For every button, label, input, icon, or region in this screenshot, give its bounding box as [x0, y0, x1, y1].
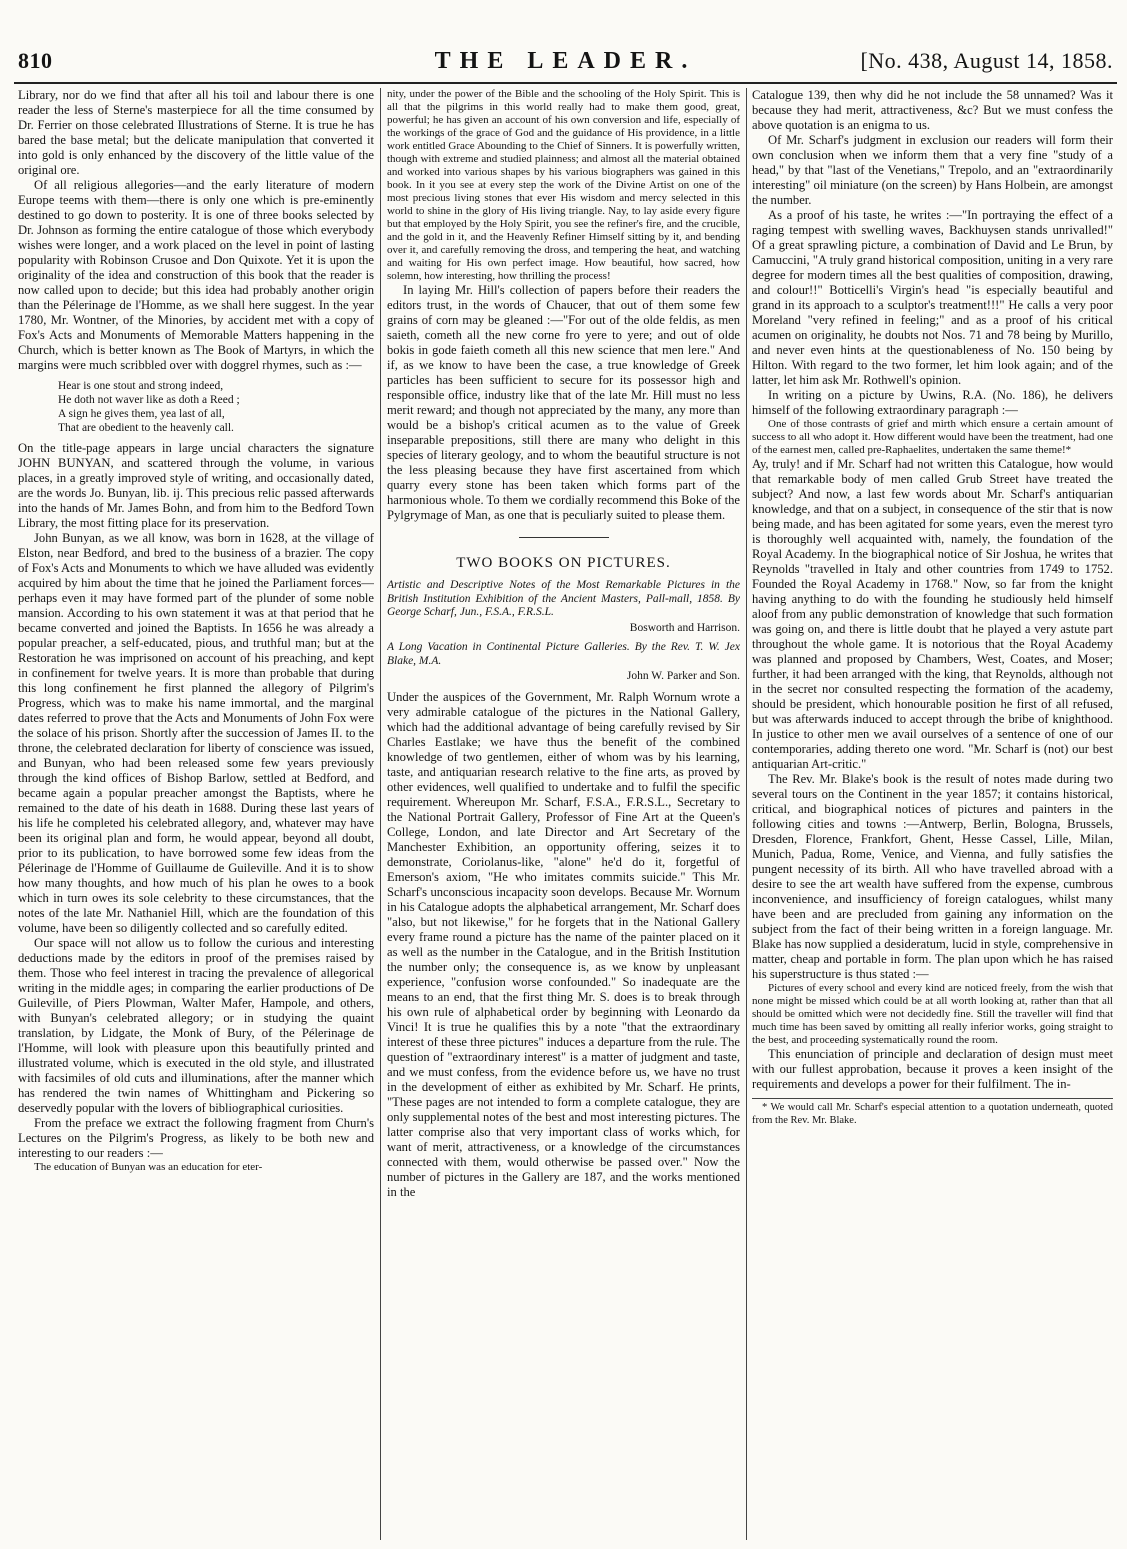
- section-separator: [519, 537, 609, 538]
- paragraph: This enunciation of principle and declaration of design must meet with our fullest approbation, because it proves a keen insight of the requirements and develops a power for their fulfilment. The in-: [752, 1047, 1113, 1091]
- issue-date: [No. 438, August 14, 1858.: [860, 48, 1113, 73]
- paragraph: On the title-page appears in large uncial characters the signature JOHN BUNYAN, and scattered through the volume, in various places, in a greatly improved style of writing, and occasionally dated, are the words Jo. Bunyan, lib. ij. This precious relic passed afterwards into the hands of Mr. James Bohn, and from him to the Bedford Town Library, the most fitting place for its preservation.: [18, 441, 374, 530]
- verse-line: A sign he gives them, yea last of all,: [58, 408, 225, 420]
- verse-line: Hear is one stout and strong indeed,: [58, 380, 224, 392]
- paragraph: As a proof of his taste, he writes :—"In portraying the effect of a raging tempest with swelling waves, Backhuysen stands unrivalled!" Of a great sprawling picture, a combination of David and Le Brun, by Camuccini, "A truly grand historical composition, uniting in a very rare degree for modern times all the best qualities of composition, drawing, and colour!!" Botticelli's Virgin's head "is especially beautiful and grand in its approach to a sculptor's treatment!!!" He calls a very poor Moreland "very refined in feeling;" and as a proof of his critical acumen on originality, he doubts not Nos. 71 and 78 being by Murillo, and never even hints at the questionableness of No. 150 being by Hilton. With regard to the two former, let him look again; and of the latter, let him ask Mr. Rothwell's opinion.: [752, 208, 1113, 387]
- paragraph: Ay, truly! and if Mr. Scharf had not written this Catalogue, how would that remarkable body of men called Grub Street have treated the subject? And now, a last few words about Mr. Scharf's antiquarian knowledge, and that on a subject, in consequence of the stir that is now being made, and has been agitated for some years, even the merest tyro is thoroughly well acquainted with, namely, the foundation of the Royal Academy. In the biographical notice of Sir Joshua, he writes that Reynolds "travelled in Italy and other countries from 1749 to 1752. Founded the Royal Academy in 1768." Now, so far from the knight having anything to do with the founding he studiously held himself aloof from any public demonstration of knowledge that such formation was going on, and there is little doubt that he played a very astute part throughout the whole game. It is notorious that the Royal Academy was planned and proposed by Chambers, West, Coates, and Moser; further, it had been arranged with the king, that Reynolds, although not in the secret nor consulted respecting the formation of the academy, should be president, which honourable position he first of all refused, but was afterwards induced to accept through the bribe of knighthood. In justice to other men we avail ourselves of a sentence of one of our contemporaries, adding thereto one word. "Mr. Scharf is (not) our best antiquarian Art-critic.": [752, 457, 1113, 771]
- book-citation: A Long Vacation in Continental Picture Galleries. By the Rev. T. W. Jex Blake, M.A.: [387, 641, 740, 667]
- paragraph: Catalogue 139, then why did he not include the 58 unnamed? Was it because they had merit, attractiveness, &c? But we must confess the above quotation is an enigma to us.: [752, 88, 1113, 132]
- quotation: nity, under the power of the Bible and the schooling of the Holy Spirit. This is all that the pilgrims in this world really had to make them good, great, powerful; he has given an account of his own conversion and life, especially of the workings of the grace of God and the guidance of His providence, in a little work entitled Grace Abounding to the Chief of Sinners. It is powerfully written, though with extreme and studied plainness; and almost all the material obtained and worked into various shapes by his various biographers was gained in this book. In it you see at every step the work of the Divine Artist on one of the most precious living stones that ever His wisdom and mercy selected in this world to shine in the glory of His living triangle. Nay, to lay aside every figure but that employed by the Holy Spirit, you see the refiner's fire, and the crucible, and the gold in it, and the Heavenly Refiner Himself sitting by it, and bending over it, and carefully removing the dross, and tempering the heat, and watching and waiting for His own perfect image. How beautiful, how sacred, how solemn, how interesting, how thrilling the process!: [387, 88, 740, 282]
- page-number: 810: [18, 48, 53, 73]
- paragraph: In laying Mr. Hill's collection of papers before their readers the editors trust, in the words of Chaucer, that out of them some few grains of corn may be gleaned :—"For out of the olde feldis, as men saieth, cometh all the new corne fro yere to yere; and out of olde bokis in gode faieth cometh all this new science that men lere." And if, as we know to have been the case, a true knowledge of Greek particles has been sufficient to secure for its possessor high and responsible office, industry like that of the late Mr. Hill must no less merit reward; and though not appreciated by the many, any more than would be a bishop's critical acumen as to the value of Greek inseparable prepositions, still there are many who delight in this species of literary geology, and to whom the beautiful structure is not the less pleasing because they have first ascertained from which quarry every stone has been taken which forms part of the harmonious whole. To them we cordially recommend this Boke of the Pylgrymage of Man, as one that is peculiarly suited to please them.: [387, 283, 740, 522]
- section-heading: TWO BOOKS ON PICTURES.: [456, 555, 671, 571]
- paragraph: Library, nor do we find that after all his toil and labour there is one reader the less of Sterne's masterpiece for all the time consumed by Dr. Ferrier on those celebrated Illustrations of Sterne. It is true he has bared the base metal; but the delicate manipulation that converted it into gold is only enhanced by the discovery of the little value of the original ore.: [18, 88, 374, 177]
- column-3: [752, 88, 1113, 1540]
- verse-line: That are obedient to the heavenly call.: [58, 422, 234, 434]
- column-1: [18, 88, 374, 1540]
- book-citation: Artistic and Descriptive Notes of the Most Remarkable Pictures in the British Institution Exhibition of the Ancient Masters, Pall-mall, 1858. By George Scharf, Jun., F.S.A., F.R.S.L.: [387, 579, 740, 618]
- column-divider: [746, 88, 747, 1540]
- masthead-title: THE LEADER.: [434, 48, 697, 74]
- column-divider: [380, 88, 381, 1540]
- publisher: John W. Parker and Son.: [626, 670, 740, 682]
- header-rule: [14, 82, 1117, 84]
- paragraph: Of Mr. Scharf's judgment in exclusion our readers will form their own conclusion when we inform them that a very fine "study of a head," by that "last of the Venetians," Trepolo, and an "extraordinarily interesting" oil miniature (on the screen) by Hans Holbein, are amongst the number.: [752, 133, 1113, 207]
- paragraph: The Rev. Mr. Blake's book is the result of notes made during two several tours on the Continent in the year 1857; it contains historical, critical, and biographical notices of pictures and painters in the following cities and towns :—Antwerp, Berlin, Bologna, Brussels, Dresden, Florence, Frankfort, Ghent, Hesse Cassel, Lille, Milan, Munich, Padua, Rome, Venice, and Vienna, and fully satisfies the pungent necessity of its birth. All who have travelled abroad with a desire to see the art wealth have suffered from the expense, cumbrous inconvenience, and insufficiency of foreign catalogues, whilst many have been and are precluded from gaining any information on the subject from the fact of their being written in a foreign language. Mr. Blake has now supplied a desideratum, lucid in style, comprehensive in matter, cheap and portable in form. The plan upon which he has raised his superstructure is thus stated :—: [752, 772, 1113, 981]
- paragraph: From the preface we extract the following fragment from Churn's Lectures on the Pilgrim's Progress, as likely to be both new and interesting to our readers :—: [18, 1116, 374, 1160]
- publisher: Bosworth and Harrison.: [629, 621, 740, 634]
- verse-block: [58, 379, 374, 435]
- verse-line: He doth not waver like as doth a Reed ;: [58, 394, 240, 406]
- paragraph: Our space will not allow us to follow the curious and interesting deductions made by the editors in proof of the premises raised by them. Those who feel interest in tracing the prevalence of allegorical writing in the middle ages; in comparing the earlier productions of De Guileville, of Piers Plowman, Walter Mafer, Hampole, and others, with Bunyan's celebrated allegory; or in studying the quaint translation, by Lidgate, the Monk of Bury, of the Pélerinage de l'Homme, will look with pleasure upon this beautifully printed and illustrated volume, which is executed in the old style, and illustrated with facsimiles of old cuts and illuminations, after the manner which has rendered the twin names of Whittingham and Pickering so deservedly popular with the lovers of bibliographical curiosities.: [18, 936, 374, 1115]
- quotation: Pictures of every school and every kind are noticed freely, from the wish that none might be missed which could be at all worth looking at, rather than that all should be omitted which were not decidedly fine. Still the traveller will find that much time has been saved by omitting all really inferior works, going straight to the best, and proceeding systematically round the room.: [752, 982, 1113, 1046]
- paragraph: In writing on a picture by Uwins, R.A. (No. 186), he delivers himself of the following extraordinary paragraph :—: [752, 388, 1113, 417]
- paragraph: Of all religious allegories—and the early literature of modern Europe teems with them—there is only one which is pre-eminently destined to go down to posterity. It is one of three books selected by Dr. Johnson as forming the entire catalogue of those which everybody wishes were longer, and a work placed on the level in point of lasting popularity with Robinson Crusoe and Don Quixote. Yet it is upon the originality of the idea and construction of this book that the reader is now called upon to decide; but this idea had probably another origin than the Pélerinage de l'Homme, as we shall here suggest. In the year 1780, Mr. Wontner, of the Minories, by accident met with a copy of Fox's Acts and Monuments of Memorable Matters happening in the Church, which is better known as The Book of Martyrs, in which the margins were much scribbled over with doggrel rhymes, such as :—: [18, 178, 374, 372]
- footnote: * We would call Mr. Scharf's especial attention to a quotation underneath, quoted from the Rev. Mr. Blake.: [752, 1098, 1113, 1127]
- quotation: The education of Bunyan was an education for eter-: [34, 1161, 263, 1173]
- quotation: One of those contrasts of grief and mirth which ensure a certain amount of success to all who adopt it. How different would have been the treatment, had one of the earnest men, called pre-Raphaelites, undertaken the same theme!*: [752, 418, 1113, 456]
- page-header: [14, 48, 1117, 78]
- column-2: [387, 88, 740, 1540]
- paragraph: Under the auspices of the Government, Mr. Ralph Wornum wrote a very admirable catalogue of the pictures in the National Gallery, which had the additional advantage of being carefully revised by Sir Charles Eastlake; we have thus the benefit of the combined knowledge of two gentlemen, either of whom was by his learning, taste, and antiquarian research relative to the fine arts, as proved by other evidences, well qualified to undertake and to fulfil the specific requirement. Whereupon Mr. Scharf, F.S.A., F.R.S.L., Secretary to the National Portrait Gallery, Professor of Fine Art at the Queen's College, London, and late Director and Art Secretary of the Manchester Exhibition, an opportunity offering, seizes it to demonstrate, Coriolanus-like, "alone" he'd do it, forgetful of Emerson's axiom, "He who imitates commits suicide." This Mr. Scharf's unconscious incapacity soon develops. Because Mr. Wornum in his Catalogue adopts the alphabetical arrangement, Mr. Scharf does "also, but not likewise," for he forgets that in the National Gallery every frame round a picture has the name of the painter placed on it as well as the number in the Catalogue, and in the British Institution the number only; the consequence is, as we know by unpleasant experience, "confusion worse confounded." So inadequate are the means to an end, that the first thing Mr. S. does is to break through his own rule of alphabetical order by beginning with Leonardo da Vinci! It is true he qualifies this by a note "that the extraordinary interest of these three pictures" induces a departure from the rule. The question of "extraordinary interest" is a matter of judgment and taste, and we must confess, from the evidence before us, we have no trust in the development of either as exhibited by Mr. Scharf. He prints, "These pages are not intended to form a complete catalogue, they are only supplemental notes of the best and most interesting pictures. The latter comprise also that very important class of works which, for want of merit, attractiveness, or a knowledge of the circumstances connected with them, would otherwise be passed over." Now the number of pictures in the Gallery are 187, and the works mentioned in the: [387, 689, 740, 1199]
- paragraph: John Bunyan, as we all know, was born in 1628, at the village of Elston, near Bedford, and bred to the business of a brazier. The copy of Fox's Acts and Monuments to which we have alluded was evidently acquired by him about the time that he joined the Parliament forces—perhaps even it may have formed part of the plunder of some noble mansion. According to his own statement it was at that period that he became converted and joined the Baptists. In 1656 he was already a popular preacher, a self-educated, pious, and truthful man; but at the Restoration he was imprisoned on account of his preaching, and kept in confinement for twelve years. It is more than probable that during this long confinement he first planned the allegory of Pilgrim's Progress, which was to make his name immortal, and the marginal dates referred to prove that the Acts and Monuments of John Fox were the solace of his prison. Shortly after the succession of James II. to the throne, the celebrated declaration for liberty of conscience was issued, and Bunyan, who had been released some few years previously through the kind offices of Bishop Barlow, settled at Bedford, and became again a popular preacher amongst the Baptists, where he remained to the date of his death in 1688. During these last years of his life he completed his celebrated allegory, and, whatever may have been its original plan and form, he would appear, beyond all doubt, prior to its publication, to have borrowed some few ideas from the Pélerinage de l'Homme of Guillaume de Guileville. And it is to show how many thoughts, and how much of his plan he owes to a book which in turn owes its sole celebrity to these circumstances, that the notes of the late Mr. Nathaniel Hill, which are the foundation of this volume, have been so diligently collected and so carefully edited.: [18, 531, 374, 935]
